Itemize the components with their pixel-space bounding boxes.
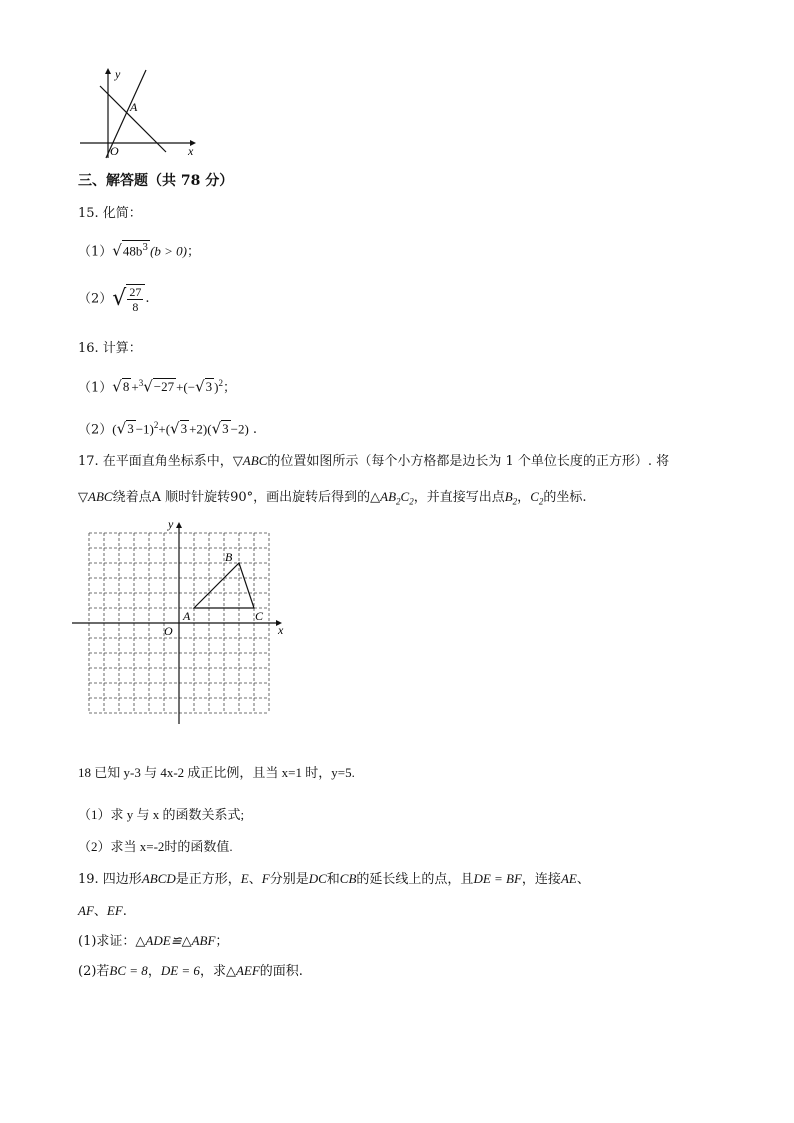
q16-part1-exponent: 2: [218, 378, 223, 388]
q17-stem-line1: [78, 452, 669, 471]
q17-stem-f: 的坐标.: [543, 490, 587, 505]
q19-de-bf: DE = BF: [473, 871, 522, 886]
grid-x-label: x: [278, 623, 284, 637]
q17-stem-b: 的位置如图所示（每个小方格都是边长为 1 个单位长度的正方形）. 将: [267, 454, 670, 469]
q19-point-e: E: [240, 871, 249, 886]
q19-part1: [78, 932, 228, 951]
q17-stem-a: 17. 在平面直角坐标系中，: [78, 454, 233, 469]
q15-part1-label: （1）: [78, 244, 113, 260]
q16-part1-term2: −27: [153, 379, 175, 395]
q17-point-c2: $C_2$: [530, 489, 544, 507]
q16-part2-b-radicand: 3: [180, 421, 188, 437]
graph1-y-label: y: [115, 67, 121, 81]
sqrt-sign: √: [116, 419, 127, 438]
q18-part2: （2）求当 x=-2时的函数值.: [78, 839, 233, 854]
q16-stem: 16. 计算：: [78, 341, 142, 356]
q19-part1-congruence: △ADE≌△ABF: [135, 933, 216, 948]
q16-part1-term3-radicand: 3: [205, 379, 213, 395]
q16-part2-a-open: (: [112, 421, 117, 437]
q15-part2-end: .: [145, 291, 150, 306]
q19-part1-c: ；: [215, 934, 229, 949]
q19-stem-d: 和: [326, 872, 340, 887]
line-graph-figure: [78, 64, 202, 160]
q15-part1-exponent: 3: [142, 243, 149, 253]
q16-part1-term1: 8: [122, 379, 130, 395]
q16-part2-b-open: +(: [158, 421, 171, 437]
q19-part2-e: ，求: [199, 964, 226, 979]
q19-part2-de: DE = 6: [160, 963, 200, 978]
q19-part2-g: 的面积.: [259, 964, 303, 979]
q19-stem-e: 的延长线上的点，且: [356, 872, 474, 887]
q19-cb: CB: [339, 871, 357, 886]
q16-part2-c-radicand: 3: [222, 421, 229, 437]
q16-part2: [78, 416, 257, 439]
q19-stem-line2: [78, 902, 127, 921]
q16-part2-a-close: −1): [135, 421, 154, 437]
q19-stem-f: ，连接: [521, 872, 561, 887]
q19-dc: DC: [308, 871, 327, 886]
q19-ae: AE: [560, 871, 577, 886]
graph1-point-a-label: A: [130, 100, 138, 114]
sqrt-sign: √: [211, 419, 222, 438]
q16-part2-a-radicand: 3: [127, 421, 134, 437]
grid-y-label: y: [168, 517, 174, 531]
graph1-origin-label: O: [110, 144, 119, 158]
q15-part1-end: ；: [187, 244, 201, 260]
q16-part1-term3-open: +(−: [176, 379, 196, 395]
q16-part1-label: （1）: [78, 380, 113, 396]
q19-sep1: 、: [248, 872, 262, 887]
q19-part2-c: ，: [147, 964, 161, 979]
q19-stem-c: 分别是: [269, 872, 309, 887]
q19-af: AF: [78, 903, 94, 918]
q18-part1: （1）求 y 与 x 的函数关系式;: [78, 807, 245, 822]
q15-stem: 15. 化简：: [78, 206, 142, 221]
q16-part1-plus: +: [131, 379, 139, 395]
q19-stem-line1: [78, 870, 590, 889]
q15-part2: [78, 284, 149, 314]
q16-part1-term3-close: ): [214, 379, 219, 395]
q15-part2-label: （2）: [78, 291, 113, 307]
q17-triangle-abc: ▽ABC: [232, 453, 268, 468]
section-three-title: 三、解答题（共 78 分）: [78, 173, 234, 189]
q19-sep3: 、: [93, 904, 107, 919]
q16-part1-end: ；: [223, 380, 237, 396]
q15-part1: [78, 240, 200, 261]
q19-stem-a: 19. 四边形: [78, 872, 142, 887]
grid-point-b-label: B: [225, 550, 233, 564]
q17-stem-line2: [78, 488, 587, 511]
q19-ef: EF: [106, 903, 123, 918]
sqrt-sign: √: [112, 241, 122, 260]
q19-part2-triangle: △AEF: [225, 963, 260, 978]
q16-part2-label: （2）: [78, 422, 113, 438]
grid-y-axis-arrow: [176, 522, 182, 528]
q19-part1-a: (1)求证：: [78, 934, 136, 949]
q17-triangle-ab2c2: $\triangle AB_2C_2$: [370, 489, 414, 507]
q16-part2-c-close: −2): [230, 421, 249, 437]
q17-stem-c: 绕着点A 顺时针旋转90°，画出旋转后得到的: [112, 490, 371, 505]
q16-part2-end: .: [252, 422, 257, 438]
grid-point-a-label: A: [183, 609, 191, 623]
q16-part1: [78, 374, 236, 397]
sqrt-sign: √: [112, 286, 127, 311]
q15-part2-numerator: 27: [129, 285, 142, 299]
falling-line: [100, 86, 166, 152]
q18-stem: 18 已知 y-3 与 4x-2 成正比例，且当 x=1 时，y=5.: [78, 765, 355, 780]
coordinate-grid-figure: [72, 516, 294, 726]
q17-stem-e: ，: [517, 490, 531, 505]
q17-point-b2: $B_2$: [504, 489, 518, 507]
q15-part1-condition: (b > 0): [150, 243, 188, 259]
q19-part2-bc: BC = 8: [109, 963, 148, 978]
q19-sep2: 、: [576, 872, 590, 887]
q19-point-f: F: [261, 871, 270, 886]
cbrt-sign: √: [143, 377, 153, 396]
q16-part2-b-close: +2)(: [189, 421, 212, 437]
q19-part2: [78, 962, 303, 981]
grid-point-c-label: C: [255, 609, 264, 623]
q17-triangle-abc-2: ▽ABC: [78, 489, 113, 504]
q15-part1-radicand: 48b: [122, 243, 143, 259]
y-axis-arrow: [105, 68, 111, 74]
grid-origin-label: O: [164, 624, 173, 638]
q16-part1-cube-index: 3: [138, 378, 144, 388]
graph1-x-label: x: [188, 144, 194, 158]
q15-part2-denominator: 8: [132, 300, 139, 314]
sqrt-sign: √: [170, 419, 180, 438]
q16-part2-exponent: 2: [153, 420, 159, 430]
sqrt-sign: √: [195, 377, 205, 396]
sqrt-sign: √: [112, 377, 122, 396]
q19-stem-b: 是正方形，: [175, 872, 241, 887]
q19-abcd: ABCD: [141, 871, 176, 886]
q17-stem-d: ，并直接写出点: [413, 490, 505, 505]
q19-stem-g: .: [122, 904, 127, 919]
q19-part2-a: (2)若: [78, 964, 110, 979]
